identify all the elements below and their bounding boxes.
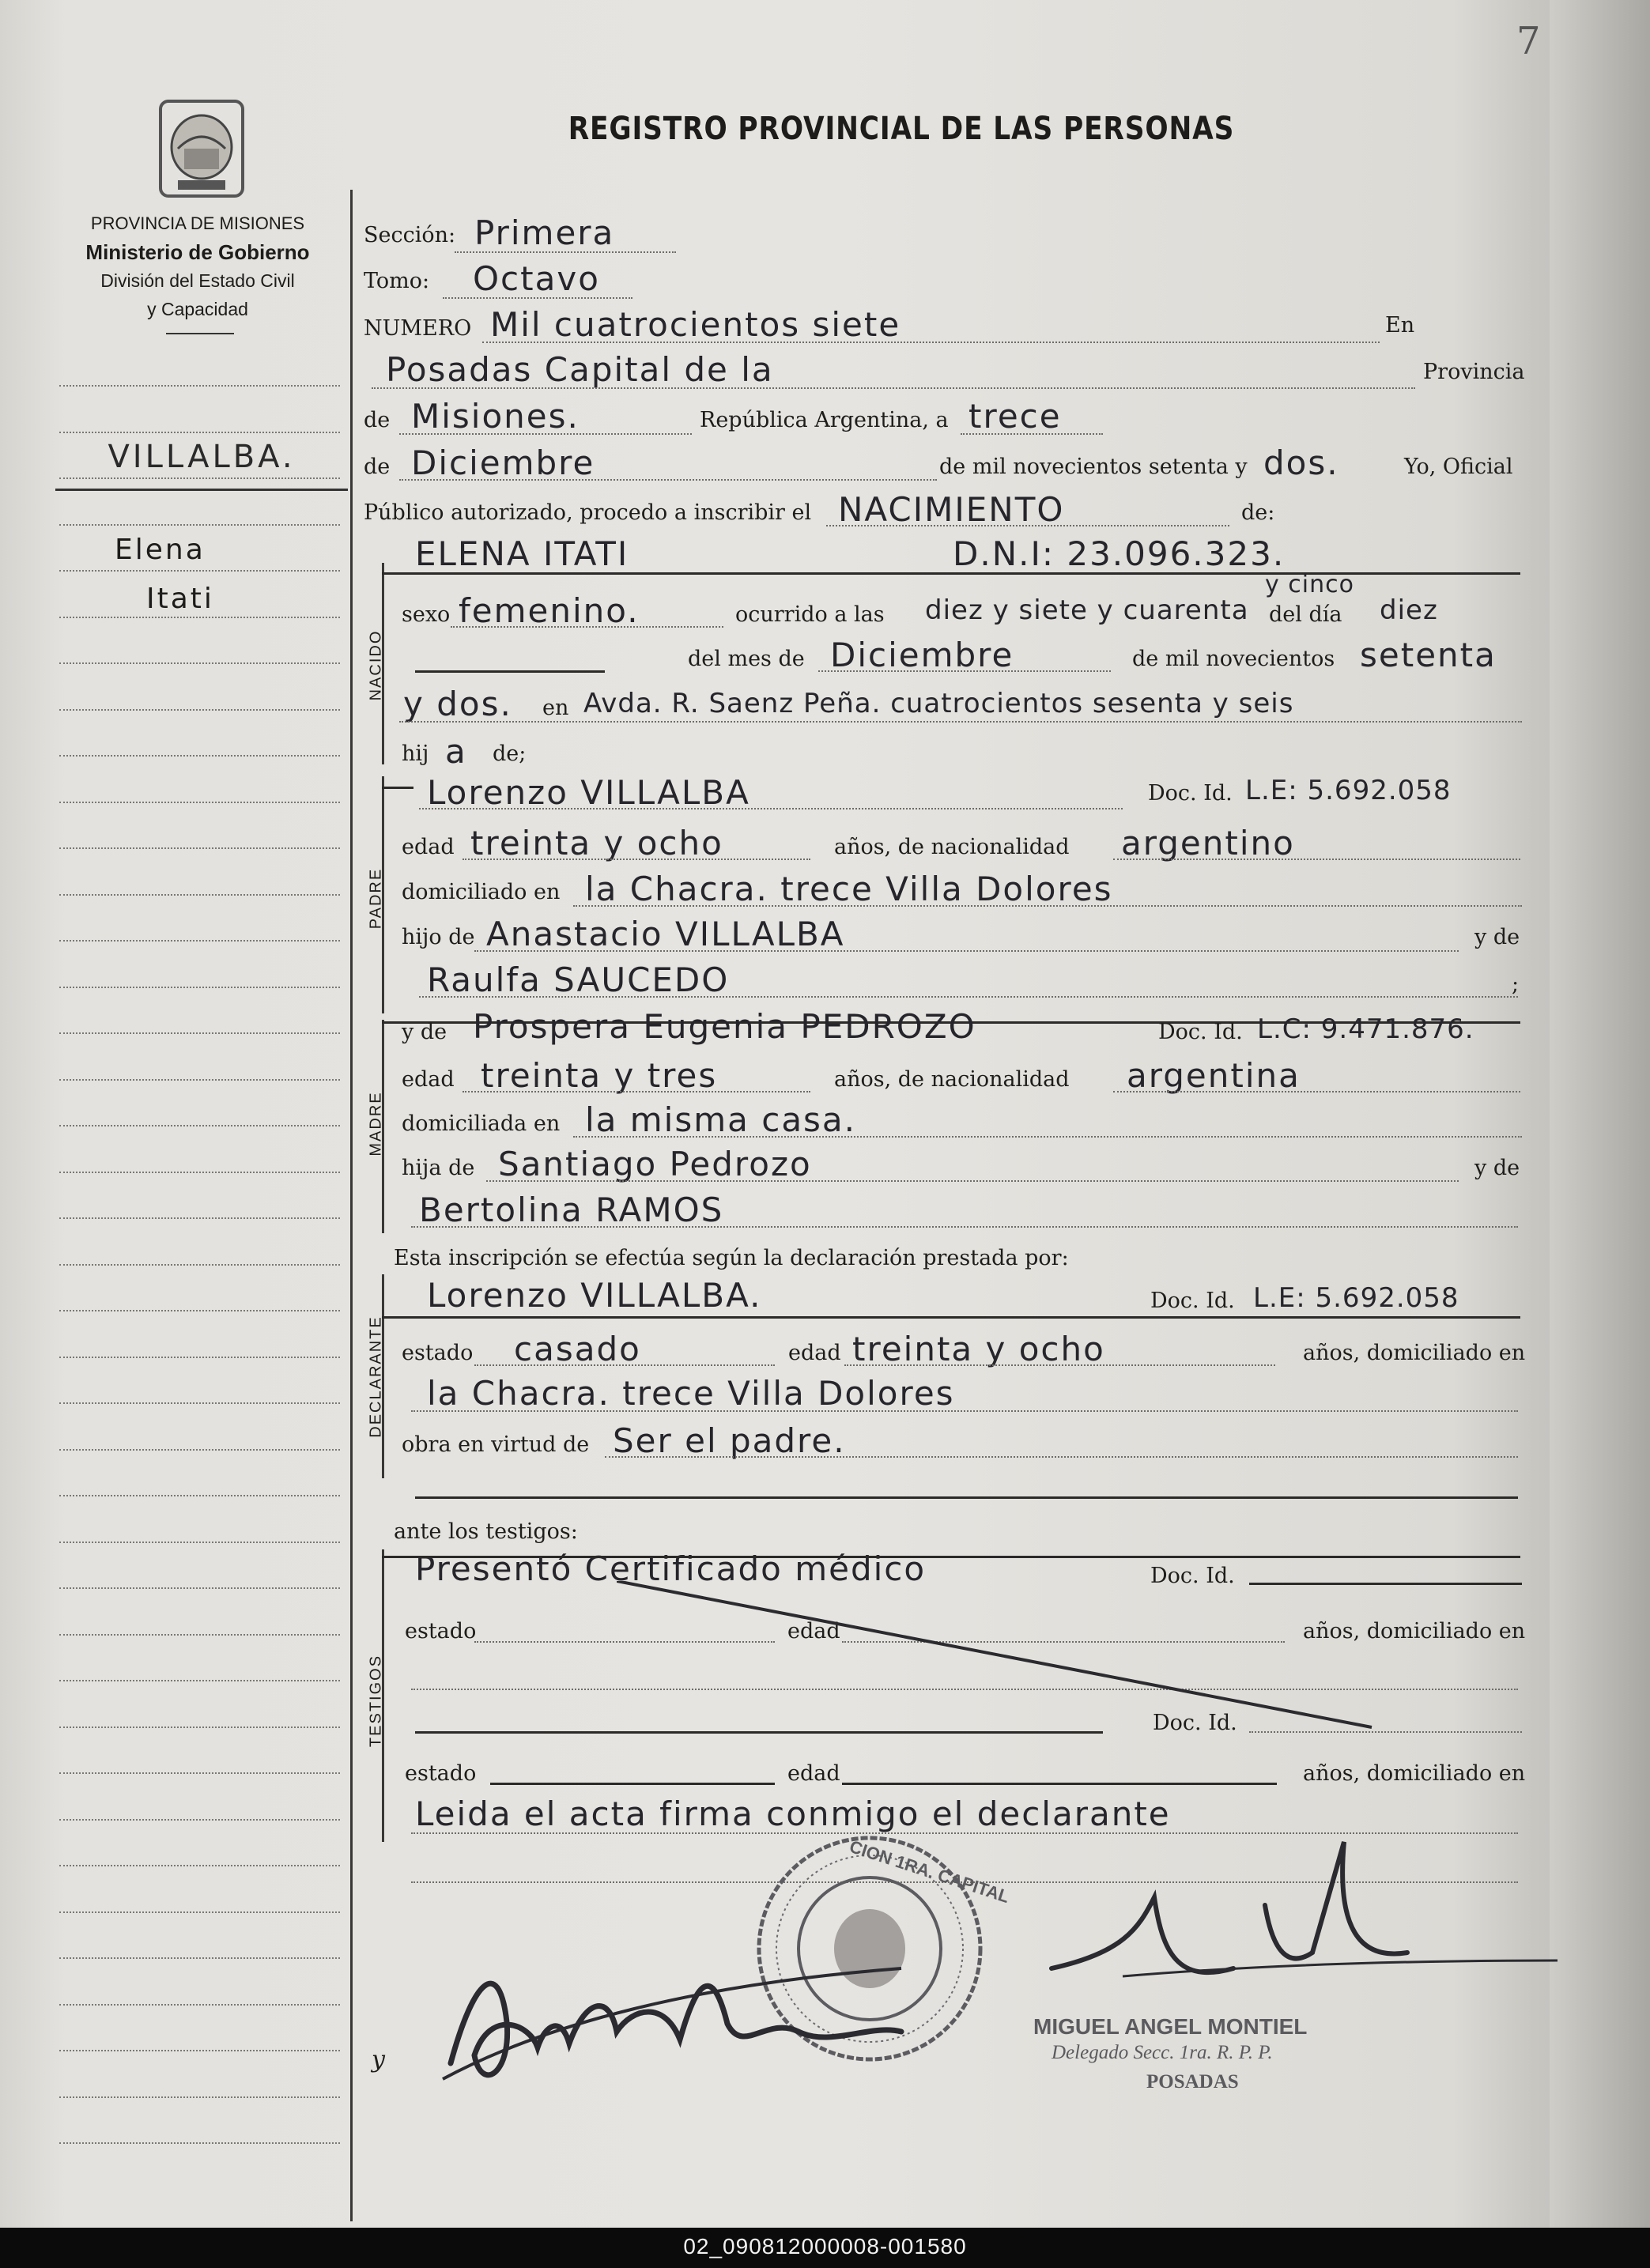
- document-title: REGISTRO PROVINCIAL DE LAS PERSONAS: [568, 111, 1235, 147]
- field-line: [961, 433, 1103, 435]
- publico-label: Público autorizado, procedo a inscribir el: [364, 500, 812, 525]
- margin-line: [59, 1819, 340, 1821]
- witness-estado-label: estado: [405, 1619, 477, 1643]
- mother-yde2-label: y de: [1474, 1156, 1520, 1180]
- provincia-label: Provincia: [1423, 360, 1525, 384]
- section-rule: [382, 1556, 1520, 1558]
- seccion-value: Primera: [474, 213, 615, 252]
- birth-year-value: setenta: [1360, 636, 1497, 674]
- hij-label: hij: [402, 742, 429, 766]
- margin-line: [59, 1911, 340, 1913]
- maternal-grandfather-value: Santiago Pedrozo: [498, 1145, 812, 1183]
- scan-footer: [0, 2228, 1650, 2268]
- margin-line: [59, 1125, 340, 1126]
- field-line: [1113, 1091, 1520, 1092]
- margin-line: [59, 1634, 340, 1636]
- field-line: [605, 1456, 1518, 1458]
- margin-line: [59, 2004, 340, 2006]
- city-value: Posadas Capital de la: [386, 350, 774, 389]
- field-line: [399, 721, 1522, 723]
- field-line: [411, 1226, 1518, 1228]
- witness-2-doc-label: Doc. Id.: [1153, 1711, 1237, 1735]
- margin-line: [59, 1310, 340, 1311]
- father-name-value: Lorenzo VILLALBA: [427, 773, 750, 812]
- blank-line: [415, 1496, 1518, 1499]
- father-yde-label: y de: [1474, 925, 1520, 949]
- field-line: [486, 1180, 1459, 1182]
- officer-name: MIGUEL ANGEL MONTIEL: [1033, 2014, 1308, 2039]
- birth-place-value: Avda. R. Saenz Peña. cuatrocientos sesenta y seis: [583, 688, 1294, 719]
- division-label: División del Estado Civil: [100, 270, 295, 291]
- stamp-text: CION 1RA. CAPITAL: [847, 1836, 1012, 1908]
- closing-statement-value: Leida el acta firma conmigo el declarante: [415, 1794, 1171, 1833]
- de3-label: de:: [1241, 500, 1275, 525]
- father-domicile-value: la Chacra. trece Villa Dolores: [585, 870, 1113, 908]
- margin-line: [59, 1172, 340, 1173]
- father-doc-label: Doc. Id.: [1148, 781, 1233, 806]
- section-rule: [382, 1316, 1520, 1319]
- margin-line: [59, 2050, 340, 2051]
- field-line: [474, 1364, 775, 1366]
- margin-line: [59, 1217, 340, 1219]
- father-nac-label: años, de nacionalidad: [834, 835, 1070, 859]
- declarant-doc-label: Doc. Id.: [1150, 1289, 1235, 1313]
- padre-section-label: PADRE: [367, 867, 385, 930]
- blank-line: [842, 1783, 1277, 1785]
- seccion-label: Sección:: [364, 223, 456, 247]
- declarante-section-label: DECLARANTE: [367, 1315, 385, 1438]
- field-line: [463, 1091, 810, 1092]
- field-line: [482, 342, 1380, 343]
- witness-dom-label: años, domiciliado en: [1303, 1619, 1526, 1643]
- father-age-value: treinta y ocho: [470, 824, 723, 862]
- declarant-dom-label: años, domiciliado en: [1303, 1341, 1526, 1365]
- sexo-value: femenino.: [459, 591, 640, 630]
- margin-line: [59, 1726, 340, 1728]
- margin-line: [59, 1264, 340, 1266]
- mes-label: del mes de: [688, 647, 805, 671]
- capacity-label: y Capacidad: [147, 299, 248, 319]
- margin-line: [59, 1587, 340, 1589]
- margin-line: [59, 524, 340, 526]
- year-value: dos.: [1263, 443, 1339, 482]
- field-line: [411, 1410, 1518, 1412]
- mother-yde-label: y de: [402, 1020, 447, 1044]
- field-line: [372, 387, 1415, 389]
- witness-edad-label: edad: [787, 1619, 840, 1643]
- father-nationality-value: argentino: [1121, 824, 1295, 862]
- margin-line: [59, 1495, 340, 1496]
- margin-line: [59, 1449, 340, 1451]
- tomo-value: Octavo: [473, 259, 600, 298]
- field-line: [844, 1364, 1275, 1366]
- obra-value: Ser el padre.: [613, 1421, 846, 1460]
- surname-underline: [55, 489, 348, 491]
- margin-line: [59, 2142, 340, 2144]
- declaration-intro-label: Esta inscripción se efectúa según la declaración prestada por:: [394, 1246, 1069, 1270]
- mother-hija-label: hija de: [402, 1156, 475, 1180]
- field-line: [443, 297, 632, 299]
- margin-line: [59, 570, 340, 572]
- field-line: [399, 479, 937, 481]
- margin-line: [59, 1772, 340, 1774]
- margin-line: [59, 2096, 340, 2098]
- witness-2-edad-label: edad: [787, 1761, 840, 1786]
- witness-2-estado-label: estado: [405, 1761, 477, 1786]
- margin-line: [59, 940, 340, 942]
- officer-title: Delegado Secc. 1ra. R. P. P.: [1052, 2042, 1273, 2063]
- margin-line: [59, 1032, 340, 1034]
- field-line: [826, 525, 1229, 526]
- de-parents-label: de;: [493, 742, 527, 766]
- year-label: de mil novecientos setenta y: [939, 455, 1248, 479]
- header-rule: [166, 333, 234, 334]
- margin-line: [59, 802, 340, 803]
- mother-doc-label: Doc. Id.: [1158, 1020, 1243, 1044]
- paternal-grandmother-value: Raulfa SAUCEDO: [427, 960, 730, 999]
- sexo-label: sexo: [402, 602, 451, 627]
- father-dom-label: domiciliado en: [402, 880, 561, 904]
- margin-line: [59, 1957, 340, 1959]
- declarant-edad-label: edad: [788, 1341, 841, 1365]
- scan-id: 02_090812000008-001580: [683, 2234, 967, 2259]
- oficial-label: Yo, Oficial: [1404, 455, 1513, 479]
- blank-line: [415, 670, 605, 673]
- mother-age-value: treinta y tres: [481, 1056, 718, 1095]
- field-line: [573, 905, 1522, 907]
- madre-section-label: MADRE: [367, 1091, 385, 1157]
- testigos-section-label: TESTIGOS: [367, 1654, 385, 1748]
- margin-line: [59, 1402, 340, 1404]
- numero-label: NUMERO: [364, 316, 472, 341]
- paternal-grandfather-value: Anastacio VILLALBA: [486, 915, 845, 953]
- numero-value: Mil cuatrocientos siete: [490, 305, 901, 344]
- father-edad-label: edad: [402, 835, 455, 859]
- margin-line: [59, 432, 340, 433]
- mother-domicile-value: la misma casa.: [585, 1100, 857, 1139]
- mother-dom-label: domiciliada en: [402, 1111, 561, 1136]
- field-line: [419, 808, 1123, 809]
- ministry-seal-icon: [146, 93, 257, 204]
- margin-given-name-1: Elena: [115, 534, 206, 566]
- officer-signature-icon: [1028, 1834, 1565, 2032]
- republica-label: República Argentina, a: [700, 408, 949, 432]
- issuer-header: [47, 209, 348, 323]
- section-rule: [382, 787, 413, 789]
- margin-line: [59, 755, 340, 757]
- de-label: de: [364, 408, 391, 432]
- field-line: [455, 251, 676, 253]
- margin-line: [59, 709, 340, 711]
- page-number: 7: [1516, 19, 1541, 63]
- father-doc-value: L.E: 5.692.058: [1245, 775, 1452, 806]
- margin-line: [59, 477, 340, 479]
- margin-given-name-2: Itati: [146, 583, 214, 615]
- witness-2-dom-label: años, domiciliado en: [1303, 1761, 1526, 1786]
- blank-line: [490, 1783, 775, 1785]
- father-semicolon: ;: [1512, 972, 1520, 997]
- province-value: Misiones.: [411, 397, 580, 436]
- margin-line: [59, 847, 340, 849]
- margin-line: [59, 1542, 340, 1543]
- obra-label: obra en virtud de: [402, 1432, 590, 1457]
- cancellation-stroke: [617, 1581, 1376, 1731]
- declarant-age-value: treinta y ocho: [852, 1330, 1105, 1368]
- child-dni-value: D.N.I: 23.096.323.: [953, 534, 1286, 573]
- del-dia-label: del día: [1269, 602, 1342, 627]
- ocurrido-label: ocurrido a las: [735, 602, 885, 627]
- field-line: [818, 670, 1111, 672]
- margin-line: [59, 617, 340, 618]
- day-value: trece: [968, 397, 1062, 436]
- field-line: [474, 950, 1459, 952]
- officer-place: POSADAS: [1146, 2071, 1239, 2093]
- testigos-intro-label: ante los testigos:: [394, 1519, 578, 1544]
- mother-edad-label: edad: [402, 1067, 455, 1092]
- declarant-estado-label: estado: [402, 1341, 474, 1365]
- witness-1-value: Presentó Certificado médico: [415, 1549, 927, 1588]
- hij-value: a: [445, 732, 467, 771]
- month-value: Diciembre: [411, 443, 595, 482]
- witness-doc-label: Doc. Id.: [1150, 1564, 1235, 1588]
- declarant-signature-icon: [427, 1913, 917, 2103]
- margin-line: [59, 385, 340, 387]
- signature-y-mark: y: [372, 2046, 385, 2074]
- hour-extra-value: y cinco: [1265, 571, 1354, 598]
- field-line: [573, 1136, 1522, 1138]
- margin-surname: VILLALBA.: [108, 439, 296, 475]
- child-name-value: ELENA ITATI: [415, 534, 629, 573]
- margin-line: [59, 1865, 340, 1866]
- margin-line: [59, 1079, 340, 1081]
- declarant-name-value: Lorenzo VILLALBA.: [427, 1276, 762, 1315]
- field-line: [463, 859, 810, 860]
- field-line: [399, 433, 692, 435]
- nacido-section-label: NACIDO: [367, 629, 385, 701]
- declarant-domicile-value: la Chacra. trece Villa Dolores: [427, 1374, 955, 1413]
- maternal-grandmother-value: Bertolina RAMOS: [419, 1191, 724, 1229]
- margin-line: [59, 894, 340, 896]
- field-line: [419, 996, 1518, 998]
- margin-line: [59, 1680, 340, 1681]
- hour-value: diez y siete y cuarenta: [925, 594, 1249, 626]
- ministry-label: Ministerio de Gobierno: [85, 240, 310, 264]
- birth-day-value: diez: [1380, 594, 1438, 626]
- field-line: [1249, 1731, 1522, 1733]
- blank-line: [415, 1731, 1103, 1734]
- de2-label: de: [364, 455, 391, 479]
- margin-line: [59, 987, 340, 988]
- margin-line: [59, 1357, 340, 1358]
- margin-line: [59, 662, 340, 664]
- father-hijo-label: hijo de: [402, 925, 475, 949]
- mother-nac-label: años, de nacionalidad: [834, 1067, 1070, 1092]
- province-label: PROVINCIA DE MISIONES: [90, 213, 305, 233]
- margin-divider: [350, 190, 353, 2221]
- mother-name-value: Prospera Eugenia PEDROZO: [473, 1007, 976, 1046]
- mother-doc-value: L.C: 9.471.876.: [1257, 1013, 1474, 1045]
- tomo-label: Tomo:: [364, 269, 430, 293]
- en-label: En: [1385, 313, 1415, 338]
- field-line: [1113, 859, 1520, 860]
- act-value: NACIMIENTO: [838, 490, 1065, 529]
- field-line: [451, 626, 723, 628]
- declarant-marital-value: casado: [514, 1330, 641, 1368]
- en-place-label: en: [542, 696, 569, 720]
- declarant-doc-value: L.E: 5.692.058: [1253, 1282, 1459, 1314]
- birth-year-label: de mil novecientos: [1132, 647, 1335, 671]
- birth-month-value: Diciembre: [830, 636, 1014, 674]
- birth-year-value-2: y dos.: [403, 685, 512, 723]
- mother-nationality-value: argentina: [1127, 1056, 1301, 1095]
